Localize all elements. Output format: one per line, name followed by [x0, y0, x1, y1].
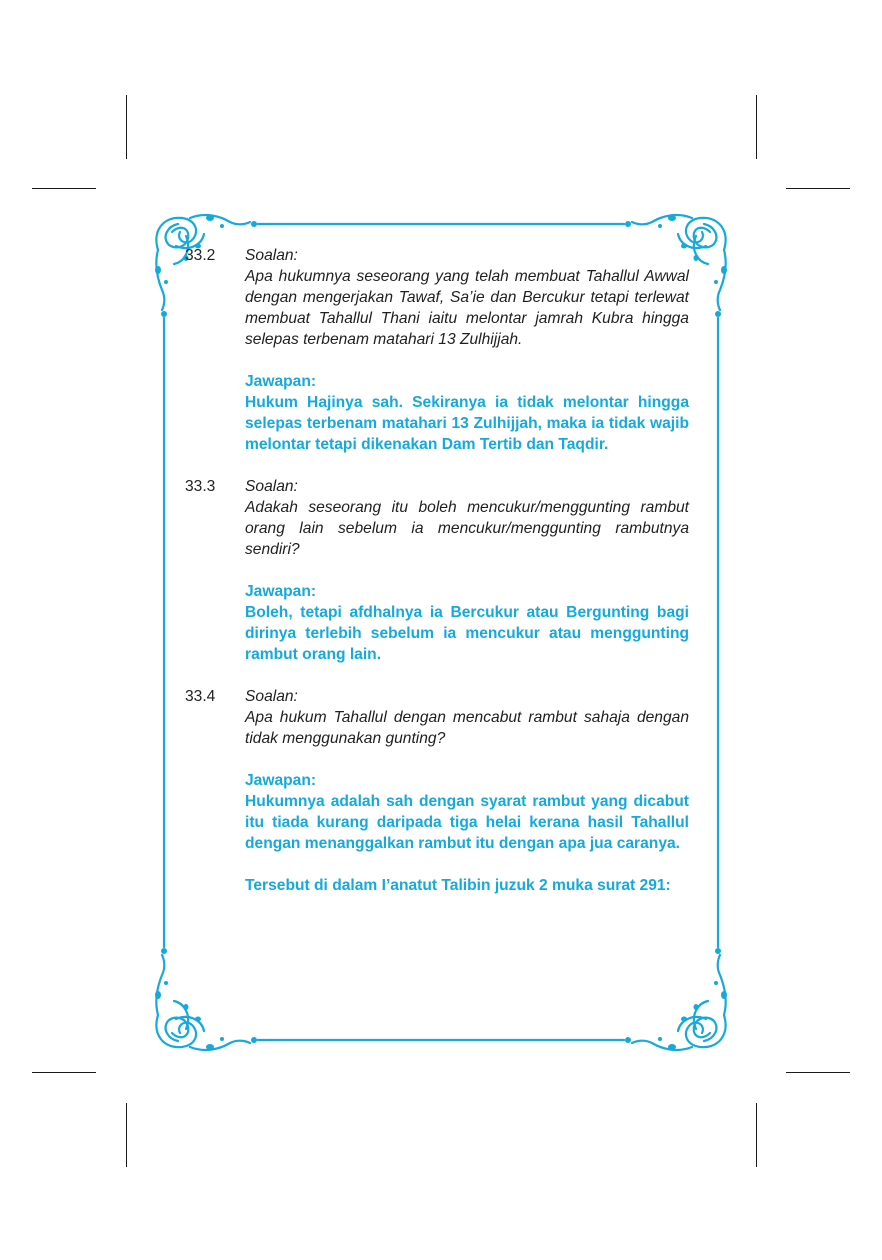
answer-text: Hukumnya adalah sah dengan syarat rambut yang dicabut itu tiada kurang daripada tiga helai kerana hasil Tahallul dengan menanggalkan rambut itu dengan apa jua caranya. — [245, 793, 689, 852]
answer-text: Boleh, tetapi afdhalnya ia Bercukur atau Bergunting bagi dirinya terlebih sebelum ia mencukur atau menggunting rambut orang lain. — [245, 604, 689, 663]
crop-mark-top-right — [756, 95, 757, 159]
item-number: 33.4 — [185, 688, 216, 705]
qa-item — [185, 686, 689, 896]
qa-item — [185, 245, 689, 455]
question-text: Adakah seseorang itu boleh mencukur/menggunting rambut orang lain sebelum ia mencukur/menggunting rambutnya sendiri? — [245, 499, 689, 558]
answer-label: Jawapan: — [245, 583, 317, 600]
crop-mark-top-left — [126, 95, 127, 159]
answer-label: Jawapan: — [245, 373, 317, 390]
question-label: Soalan: — [245, 688, 298, 705]
question-label: Soalan: — [245, 478, 298, 495]
question-text: Apa hukumnya seseorang yang telah membuat Tahallul Awwal dengan mengerjakan Tawaf, Sa’ie dan Bercukur tetapi terlewat membuat Tahallul Thani iaitu melontar jamrah Kubra hingga selepas terbenam matahari 13 Zulhijjah. — [245, 268, 689, 348]
question-text: Apa hukum Tahallul dengan mencabut rambut sahaja dengan tidak menggunakan gunting? — [245, 709, 689, 747]
answer-label: Jawapan: — [245, 772, 317, 789]
reference-note: Tersebut di dalam I’anatut Talibin juzuk 2 muka surat 291: — [245, 877, 671, 894]
crop-mark-left-top — [32, 188, 96, 189]
crop-mark-bottom-left — [126, 1103, 127, 1167]
item-number: 33.2 — [185, 247, 216, 264]
crop-mark-right-bottom — [786, 1072, 850, 1073]
crop-mark-bottom-right — [756, 1103, 757, 1167]
answer-text: Hukum Hajinya sah. Sekiranya ia tidak melontar hingga selepas terbenam matahari 13 Zulhijjah, maka ia tidak wajib melontar tetapi dikenakan Dam Tertib dan Taqdir. — [245, 394, 689, 453]
corner-ornament-bottom-left — [155, 955, 250, 1050]
qa-item — [185, 476, 689, 665]
qa-content — [185, 245, 689, 896]
question-label: Soalan: — [245, 247, 298, 264]
item-number: 33.3 — [185, 478, 216, 495]
corner-ornament-bottom-right — [632, 955, 727, 1050]
crop-mark-right-top — [786, 188, 850, 189]
crop-mark-left-bottom — [32, 1072, 96, 1073]
